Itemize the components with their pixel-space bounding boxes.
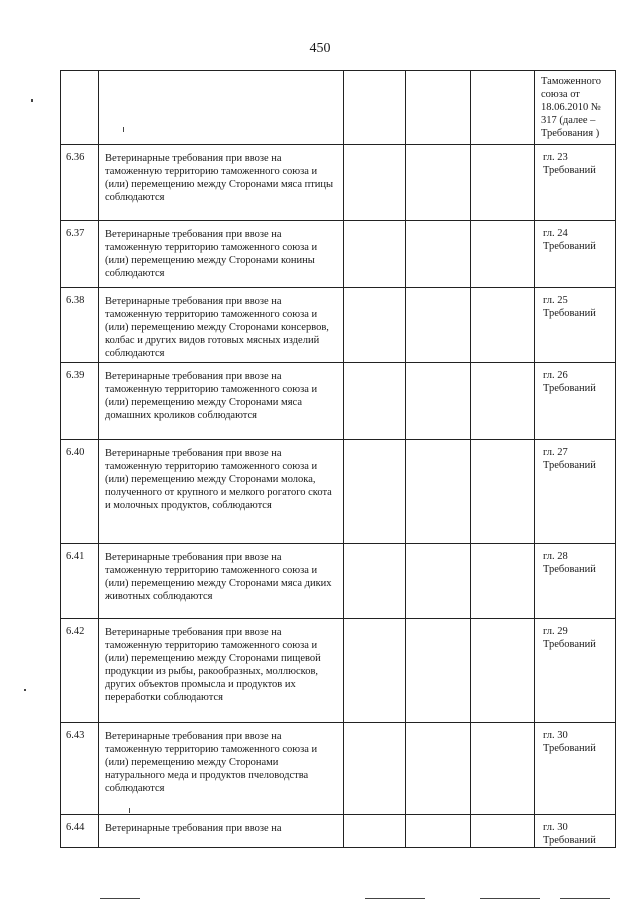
- requirement-text: Ветеринарные требования при ввозе на таможенную территорию таможенного союза и (или) перемещению между Сторонами натурального меда и продуктов пчеловодства соблюдаются: [99, 723, 344, 815]
- row-number: 6.42: [61, 619, 99, 723]
- row-number: 6.40: [61, 440, 99, 544]
- answer-cell-yes: [344, 363, 406, 440]
- reference-cell: гл. 26 Требований: [535, 363, 616, 440]
- requirement-text: Ветеринарные требования при ввозе на таможенную территорию таможенного союза и (или) перемещению между Сторонами консервов, колбас и других видов готовых мясных изделий соблюдаются: [99, 288, 344, 363]
- requirements-table: [60, 70, 616, 848]
- answer-cell-na: [471, 815, 535, 848]
- answer-cell-yes: [344, 288, 406, 363]
- answer-cell-no: [406, 363, 471, 440]
- table-row: [61, 815, 616, 848]
- table-row: [61, 544, 616, 619]
- reference-cell: гл. 30 Требований: [535, 815, 616, 848]
- row-number: 6.41: [61, 544, 99, 619]
- answer-cell-no: [406, 440, 471, 544]
- answer-cell-yes: [344, 145, 406, 221]
- requirement-text: Ветеринарные требования при ввозе на таможенную территорию таможенного союза и (или) перемещению между Сторонами молока, полученного от крупного и мелкого рогатого скота и молочных продуктов, соблюдаются: [99, 440, 344, 544]
- answer-cell-no: [406, 815, 471, 848]
- scan-speck: [129, 808, 130, 813]
- answer-cell-no: [406, 723, 471, 815]
- table-row: [61, 288, 616, 363]
- requirement-text: Ветеринарные требования при ввозе на таможенную территорию таможенного союза и (или) перемещению между Сторонами мяса домашних кроликов соблюдаются: [99, 363, 344, 440]
- answer-cell-na: [471, 288, 535, 363]
- answer-cell-no: [406, 619, 471, 723]
- table-row: [61, 440, 616, 544]
- answer-cell-yes: [344, 544, 406, 619]
- reference-cell: гл. 25 Требований: [535, 288, 616, 363]
- answer-cell-na: [471, 723, 535, 815]
- table-row: [61, 723, 616, 815]
- answer-cell-na: [471, 619, 535, 723]
- row-number: 6.38: [61, 288, 99, 363]
- page-number: 450: [309, 41, 331, 56]
- answer-cell-yes: [344, 815, 406, 848]
- scan-line: [365, 898, 425, 899]
- reference-cell: гл. 23 Требований: [535, 145, 616, 221]
- scan-line: [480, 898, 540, 899]
- answer-cell-yes: [344, 619, 406, 723]
- answer-cell-na: [471, 440, 535, 544]
- answer-cell-na: [471, 363, 535, 440]
- header-na-cell: [471, 71, 535, 145]
- answer-cell-no: [406, 544, 471, 619]
- answer-cell-yes: [344, 723, 406, 815]
- reference-cell: гл. 29 Требований: [535, 619, 616, 723]
- header-text-cell: [99, 71, 344, 145]
- table-row: [61, 619, 616, 723]
- reference-cell: гл. 27 Требований: [535, 440, 616, 544]
- requirement-text: Ветеринарные требования при ввозе на таможенную территорию таможенного союза и (или) перемещению между Сторонами пищевой продукции из рыбы, ракообразных, моллюсков, других объектов промысла и продуктов их переработки соблюдаются: [99, 619, 344, 723]
- scan-line: [100, 898, 140, 899]
- requirement-text: Ветеринарные требования при ввозе на таможенную территорию таможенного союза и (или) перемещению между Сторонами конины соблюдаются: [99, 221, 344, 288]
- reference-cell: гл. 28 Требований: [535, 544, 616, 619]
- table-row: [61, 145, 616, 221]
- header-yes-cell: [344, 71, 406, 145]
- row-number: 6.36: [61, 145, 99, 221]
- scan-line: [560, 898, 610, 899]
- answer-cell-no: [406, 288, 471, 363]
- header-ref-cell: Таможенного союза от 18.06.2010 № 317 (далее – Требования ): [535, 71, 616, 145]
- answer-cell-yes: [344, 221, 406, 288]
- reference-cell: гл. 24 Требований: [535, 221, 616, 288]
- answer-cell-na: [471, 221, 535, 288]
- header-num-cell: [61, 71, 99, 145]
- header-row: [61, 71, 616, 145]
- row-number: 6.43: [61, 723, 99, 815]
- row-number: 6.37: [61, 221, 99, 288]
- table-row: [61, 363, 616, 440]
- header-no-cell: [406, 71, 471, 145]
- answer-cell-no: [406, 221, 471, 288]
- answer-cell-na: [471, 544, 535, 619]
- row-number: 6.39: [61, 363, 99, 440]
- reference-cell: гл. 30 Требований: [535, 723, 616, 815]
- table-row: [61, 221, 616, 288]
- answer-cell-na: [471, 145, 535, 221]
- row-number: 6.44: [61, 815, 99, 848]
- requirement-text: Ветеринарные требования при ввозе на таможенную территорию таможенного союза и (или) перемещению между Сторонами мяса диких животных соблюдаются: [99, 544, 344, 619]
- requirement-text: Ветеринарные требования при ввозе на таможенную территорию таможенного союза и (или) перемещению между Сторонами мяса птицы соблюдаются: [99, 145, 344, 221]
- scan-speck: [24, 689, 26, 691]
- scan-speck: [31, 99, 33, 102]
- requirement-text: Ветеринарные требования при ввозе на: [99, 815, 344, 848]
- answer-cell-no: [406, 145, 471, 221]
- answer-cell-yes: [344, 440, 406, 544]
- scan-speck: [123, 127, 124, 132]
